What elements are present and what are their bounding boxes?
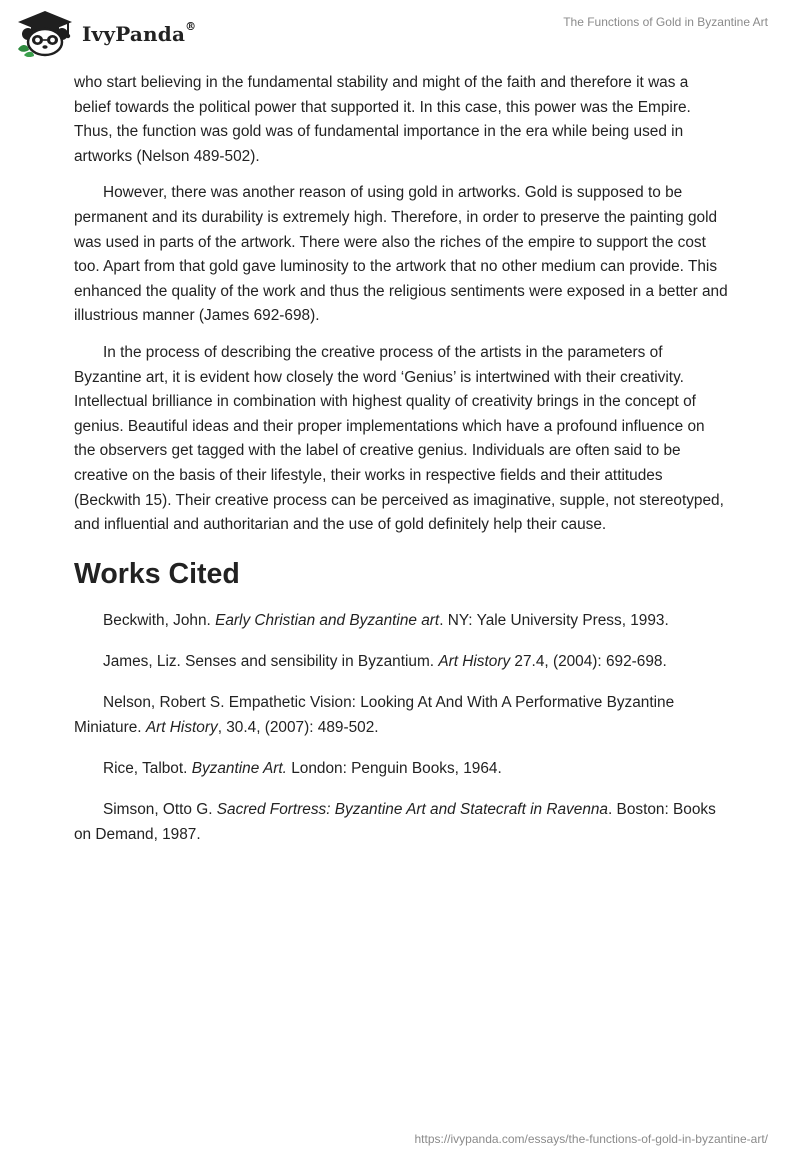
panda-graduate-icon: [14, 9, 76, 57]
body-paragraph-3: In the process of describing the creative process of the artists in the parameters of Byzantine art, it is evident how closely the word ‘Genius’ is intertwined with their creativity. Intellectual brilliance in combination with highest quality of creativity brings in the concept of genius. Beautiful ideas and their proper implementations which have a profound influence on the observers get tagged with the label of creative genius. Individuals are often said to be creative on the basis of their lifestyle, their works in respective fields and their attitudes (Beckwith 15). Their creative process can be perceived as imaginative, supple, not stereotyped, and influential and authoritarian and the use of gold definitely help their cause.: [74, 343, 724, 534]
page-header: [0, 0, 800, 66]
ivypanda-logo[interactable]: [14, 8, 196, 58]
source-url-link[interactable]: https://ivypanda.com/essays/the-functions-of-gold-in-byzantine-art/: [414, 1132, 768, 1146]
citation-entry: Rice, Talbot. Byzantine Art. London: Penguin Books, 1964.: [103, 759, 502, 777]
works-cited-heading: Works Cited: [74, 557, 240, 590]
body-paragraph-2: However, there was another reason of using gold in artworks. Gold is supposed to be permanent and its durability is extremely high. Therefore, in order to preserve the painting gold was used in parts of the artwork. There were also the riches of the empire to support the cost too. Apart from that gold gave luminosity to the artwork that no other medium can provide. This enhanced the quality of the work and thus the religious sentiments were exposed in a better and illustrious manner (James 692-698).: [74, 184, 728, 325]
document-title: The Functions of Gold in Byzantine Art: [563, 15, 768, 29]
citation-entry: Nelson, Robert S. Empathetic Vision: Looking At And With A Performative Byzantine Miniature. Art History, 30.4, (2007): 489-502.: [74, 693, 675, 736]
registered-mark: ®: [185, 20, 197, 34]
essay-content: [74, 71, 728, 863]
citation-entry: Beckwith, John. Early Christian and Byzantine art. NY: Yale University Press, 1993.: [103, 611, 669, 629]
citation-entry: Simson, Otto G. Sacred Fortress: Byzantine Art and Statecraft in Ravenna. Boston: Books on Demand, 1987.: [74, 800, 716, 843]
citation-entry: James, Liz. Senses and sensibility in Byzantium. Art History 27.4, (2004): 692-698.: [103, 652, 667, 670]
brand-name: IvyPanda®: [82, 20, 197, 46]
body-paragraph-1: who start believing in the fundamental stability and might of the faith and therefore it was a belief towards the political power that supported it. In this case, this power was the Empire. Thus, the function was gold was of fundamental importance in the era while being used in artworks (Nelson 489-502).: [74, 74, 691, 165]
